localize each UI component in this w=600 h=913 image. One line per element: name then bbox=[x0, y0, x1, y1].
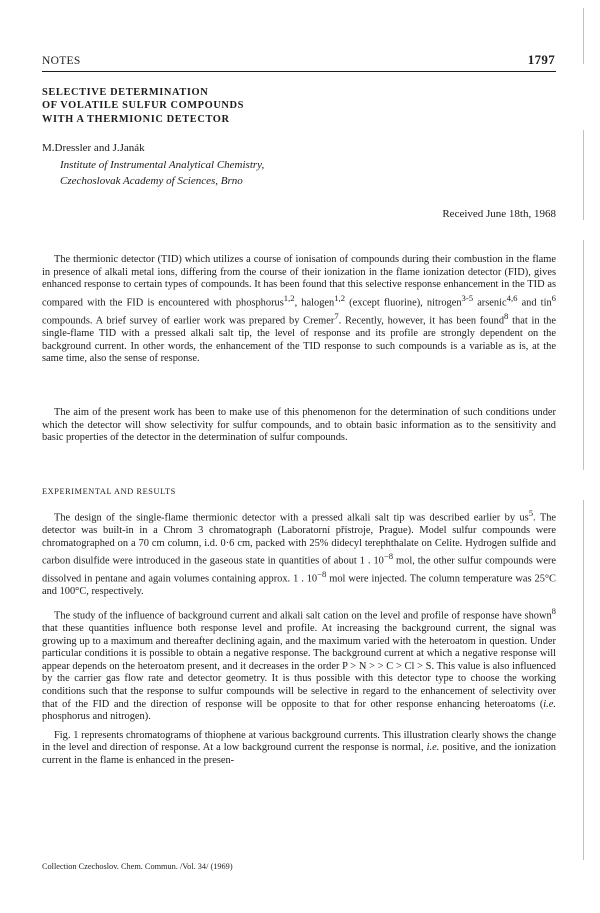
text-run: that these quantities influence both response level and profile. At increasing the background current, the signal was growing up to a maximum and thereafter declining again, and the maximum varied with the heteroatom in question. Under particular conditions it is possible to obtain a negative response. The background current at which a negative response will appear depends on the heteroatom present, and it decreases in the order P > N > > C > Cl > S. This value is also influenced by the carrier gas flow rate and detector geometry. It is thus possible with this detector type to choose the working conditions such that the response to sulfur compounds will be selective in regard to the enhancement of selectivity over that of the FID and the direction of response will be opposite to that for other response enhancing heteroatoms ( bbox=[42, 623, 556, 710]
text-run: . The detector was built-in in a Chrom 3 chromatograph (Laboratorní přístroje, Prague). Model sulfur compounds were chromatographed on a 70 cm column, i.d. 0·6 cm, packed with 25% didecyl terephthalate on Celite. Hydrogen sulfide and carbon disulfide were introduced in the gaseous state in quantities of about 1 . 10 bbox=[42, 512, 556, 567]
text-run: arsenic bbox=[473, 297, 507, 309]
journal-footer: Collection Czechoslov. Chem. Commun. /Vol. 34/ (1969) bbox=[42, 862, 233, 871]
citation-ref: 7 bbox=[334, 310, 339, 321]
authors: M.Dressler and J.Janák bbox=[42, 142, 145, 154]
header-rule bbox=[42, 71, 556, 72]
text-run: phosphorus and nitrogen). bbox=[42, 711, 151, 723]
italic-run: i.e. bbox=[543, 698, 556, 710]
citation-ref: 8 bbox=[551, 605, 556, 616]
citation-ref: 5 bbox=[528, 508, 534, 518]
article-body-aim bbox=[42, 407, 556, 451]
paragraph-1 bbox=[42, 254, 556, 366]
citation-ref: 6 bbox=[551, 292, 556, 303]
exponent: −8 bbox=[383, 551, 394, 562]
citation-ref: 8 bbox=[504, 310, 509, 321]
affiliation-line: Czechoslovak Academy of Sciences, Brno bbox=[60, 175, 243, 187]
text-run: The study of the influence of background current and alkali salt cation on the level and profile of response have shown bbox=[54, 610, 552, 622]
running-header bbox=[42, 52, 555, 68]
text-run: The thermionic detector (TID) which utilizes a course of ionisation of compounds during their combustion in the flame in presence of alkali metal ions, differing from the course of their ionization in the flame ionization detector (FID), gives enhanced response to certain types of compounds. It has been found that this selective response enhancement in the TID as compared with the FID is encountered with phosphorus bbox=[42, 254, 556, 309]
paragraph-5 bbox=[42, 730, 556, 768]
text-run: compounds. A brief survey of earlier work was prepared by Cremer bbox=[42, 315, 335, 327]
scan-margin-line bbox=[583, 130, 584, 220]
text-run: The design of the single-flame thermionic detector with a pressed alkali salt tip was described earlier by us bbox=[54, 512, 529, 524]
article-body-intro bbox=[42, 254, 556, 372]
text-run: Fig. 1 represents chromatograms of thiophene at various background currents. This illustration clearly shows the change in the level and direction of response. At a low background current the response is normal, bbox=[42, 729, 556, 754]
affiliation bbox=[60, 157, 264, 189]
scan-margin-line bbox=[583, 240, 584, 470]
citation-ref: 1,2 bbox=[334, 292, 346, 303]
citation-ref: 1,2 bbox=[283, 292, 295, 303]
title-line: OF VOLATILE SULFUR COMPOUNDS bbox=[42, 100, 245, 112]
title-line: WITH A THERMIONIC DETECTOR bbox=[42, 113, 230, 125]
paragraph-4 bbox=[42, 605, 556, 724]
paragraph-3 bbox=[42, 507, 556, 599]
scan-margin-line bbox=[583, 500, 584, 860]
citation-ref: 3-5 bbox=[461, 292, 474, 303]
title-line: SELECTIVE DETERMINATION bbox=[42, 87, 209, 98]
received-date: Received June 18th, 1968 bbox=[442, 208, 556, 220]
citation-ref: 4,6 bbox=[506, 292, 518, 303]
exponent: −8 bbox=[317, 569, 327, 580]
affiliation-line: Institute of Instrumental Analytical Chemistry, bbox=[60, 159, 265, 171]
scan-margin-line bbox=[583, 8, 584, 64]
article-body-experimental bbox=[42, 507, 556, 774]
text-run: , halogen bbox=[294, 297, 335, 309]
text-run: mol, the other sulfur compounds were dissolved in pentane and again volumes containing approx. 1 . 10 bbox=[42, 555, 556, 585]
paragraph-2: The aim of the present work has been to make use of this phenomenon for the determination of such conditions under which the detector will show selectivity for sulfur compounds, and to obtain basic information as to the sensitivity and basic properties of the detector in the determination of sulfur compounds. bbox=[42, 407, 556, 444]
text-run: and tin bbox=[517, 297, 552, 309]
text-run: that in the single-flame TID with a pressed alkali salt tip, the level of response and its profile are strongly dependent on the background current. In other words, the enhancement of the TID response to such compounds is a variable as is, at the same time, also the sense of response. bbox=[42, 315, 556, 365]
section-heading: EXPERIMENTAL AND RESULTS bbox=[42, 487, 176, 496]
article-title bbox=[42, 86, 442, 126]
text-run: . Recently, however, it has been found bbox=[338, 315, 505, 327]
section-label: NOTES bbox=[42, 55, 81, 67]
italic-run: i.e. bbox=[426, 742, 440, 754]
page-number: 1797 bbox=[527, 52, 555, 67]
text-run: positive, and the ionization current in the flame is enhanced in the presen- bbox=[42, 742, 556, 766]
text-run: mol were injected. The column temperature was 25°C and 100°C, respectively. bbox=[42, 573, 556, 598]
text-run: (except fluorine), nitrogen bbox=[345, 297, 462, 309]
